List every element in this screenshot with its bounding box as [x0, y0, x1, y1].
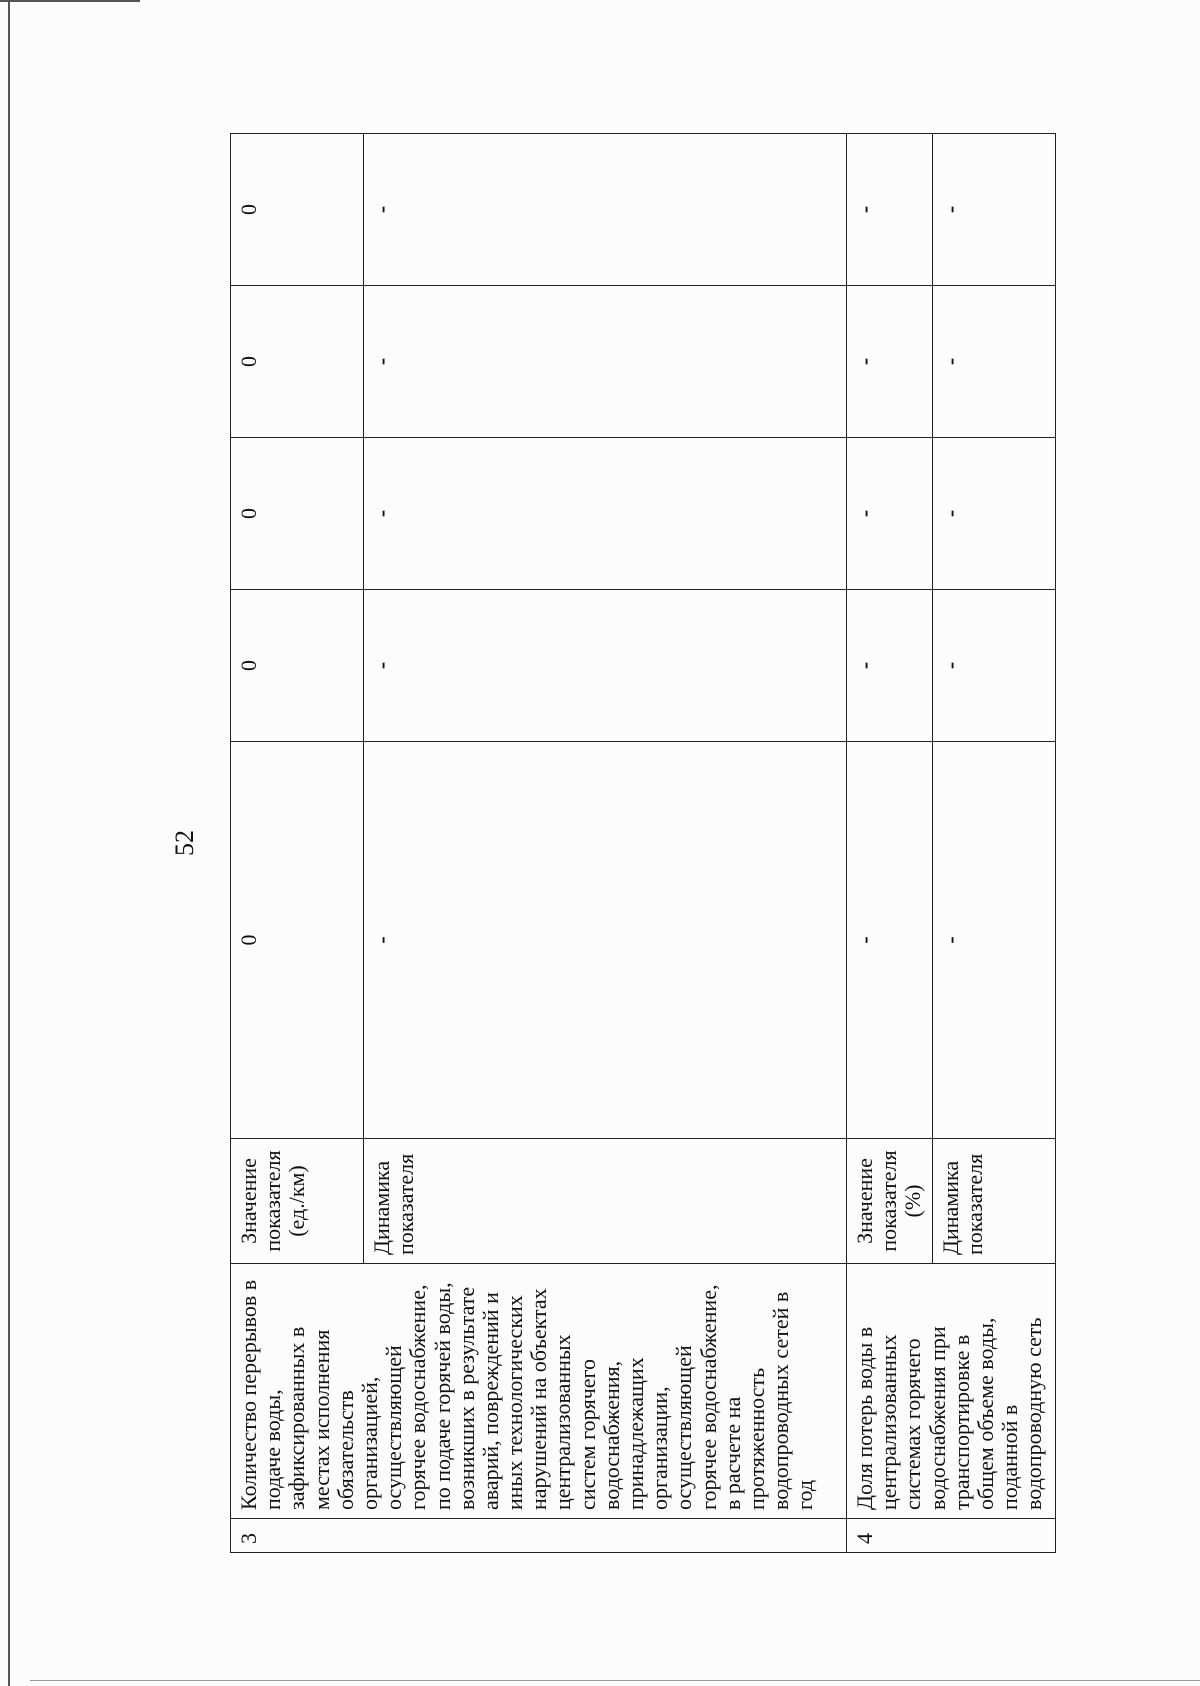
value-cell: - [847, 134, 933, 286]
value-cell: - [847, 742, 933, 1139]
row-number: 4 [847, 1519, 1056, 1553]
value-cell: 0 [231, 742, 364, 1139]
row-number: 3 [231, 1519, 847, 1553]
indicator-name: Количество перерывов в подаче воды, зафиксированных в местах исполнения обязательств организацией, осуществляющей горячее водоснабжение, по подаче горячей воды, возникших в результате аварий, повреждений и иных технологических нарушений на объектах централизованных систем горячего водоснабжения, принадлежащих организации, осуществляющей горячее водоснабжение, в расчете на протяженность водопроводных сетей в год [231, 1264, 847, 1519]
dynamics-cell: - [364, 590, 847, 742]
dynamics-cell: - [364, 286, 847, 438]
dynamics-cell: - [932, 438, 1055, 590]
scan-edge-bottom [30, 1680, 1200, 1681]
value-cell: - [847, 590, 933, 742]
dynamics-cell: - [932, 286, 1055, 438]
dynamics-cell: - [364, 438, 847, 590]
dynamics-label: Динамика показателя [364, 1139, 847, 1264]
value-cell: 0 [231, 134, 364, 286]
dynamics-cell: - [932, 742, 1055, 1139]
table-row [847, 134, 933, 1553]
value-label: Значение показателя (%) [847, 1139, 933, 1264]
rotated-page-content [150, 113, 1050, 1573]
dynamics-cell: - [932, 134, 1055, 286]
value-cell: - [847, 438, 933, 590]
scan-edge-top [0, 0, 140, 2]
page-number: 52 [170, 830, 199, 856]
dynamics-cell: - [364, 134, 847, 286]
value-cell: 0 [231, 590, 364, 742]
dynamics-cell: - [932, 590, 1055, 742]
value-cell: 0 [231, 286, 364, 438]
table-row [231, 134, 364, 1553]
value-cell: - [847, 286, 933, 438]
dynamics-cell: - [364, 742, 847, 1139]
indicators-table [230, 133, 1056, 1553]
indicator-name: Доля потерь воды в централизованных системах горячего водоснабжения при транспортировке в общем объеме воды, поданной в водопроводную сеть [847, 1264, 1056, 1519]
value-label: Значение показателя (ед./км) [231, 1139, 364, 1264]
scan-edge-left [8, 0, 10, 1686]
value-cell: 0 [231, 438, 364, 590]
dynamics-label: Динамика показателя [932, 1139, 1055, 1264]
